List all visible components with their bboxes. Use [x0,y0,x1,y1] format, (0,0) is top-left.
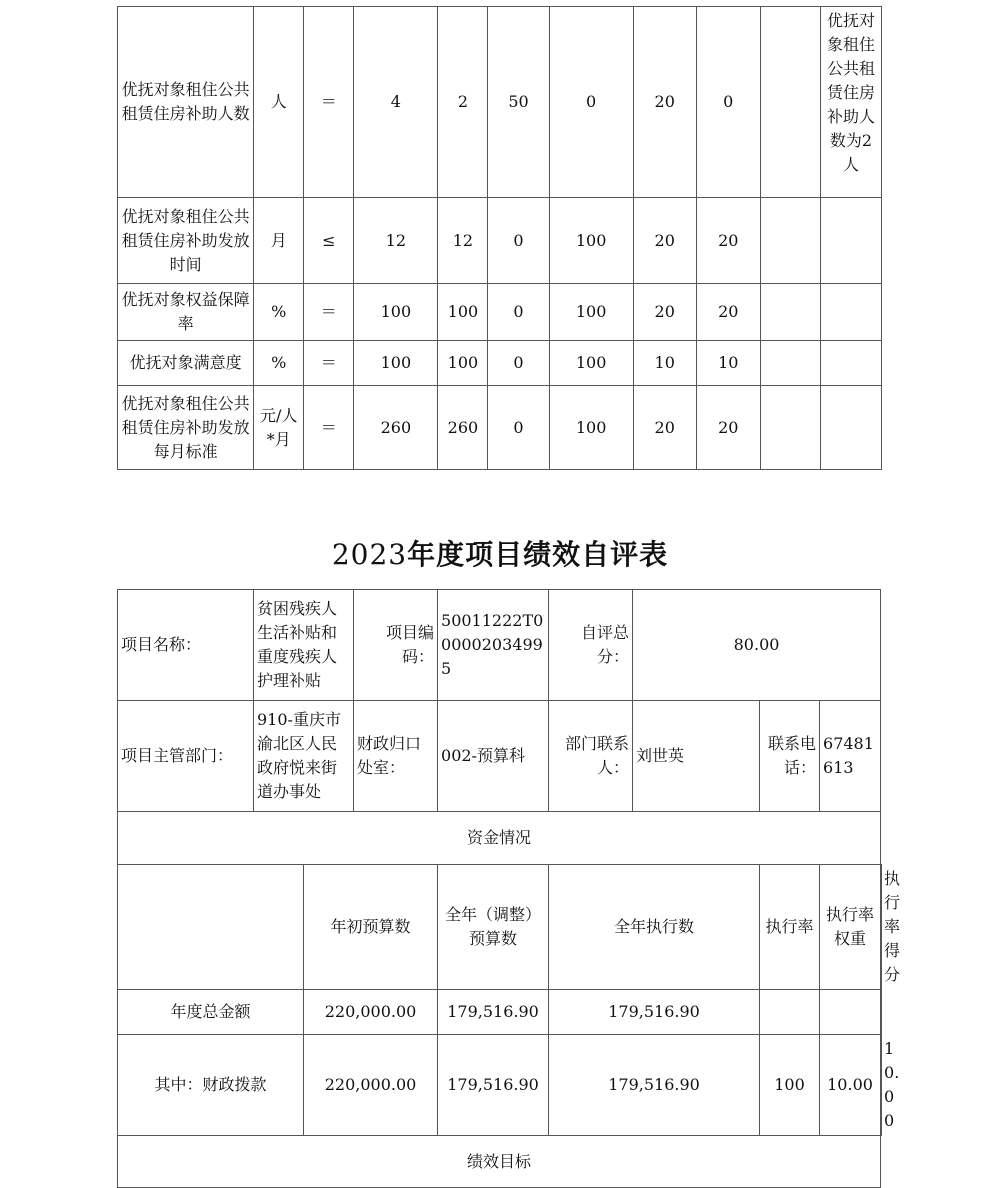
indicator-note: 优抚对象租住公共租赁住房补助人数为2人 [820,7,881,198]
project-name-value: 贫困残疾人生活补贴和重度残疾人护理补贴 [254,590,354,701]
header-initial-budget: 年初预算数 [304,865,438,990]
indicator-target: 260 [354,386,438,470]
indicator-target: 12 [354,198,438,284]
indicator-rate: 100 [549,341,633,386]
funds-adjusted: 179,516.90 [438,1035,549,1136]
contact-value: 刘世英 [633,701,760,812]
phone-label: 联系电话： [760,701,820,812]
table-row [118,7,882,198]
indicator-score: 20 [696,198,760,284]
project-name-label: 项目名称： [118,590,254,701]
phone-value: 67481613 [820,701,881,812]
indicator-name: 优抚对象租住公共租赁住房补助发放时间 [118,198,254,284]
indicator-deviation: 50 [488,7,549,198]
indicator-extra [760,284,820,341]
title-text: 年度项目绩效自评表 [407,538,669,571]
funds-header-blank [118,865,304,990]
funds-rate-weight: 10.00 [820,1035,881,1136]
indicator-target: 100 [354,341,438,386]
indicator-actual: 100 [438,341,488,386]
table-row [118,1136,882,1188]
funds-executed: 179,516.90 [549,1035,760,1136]
table-row [118,812,882,865]
header-executed: 全年执行数 [549,865,760,990]
indicator-unit: 人 [254,7,304,198]
funds-rate-score [881,990,882,1035]
funds-rate [760,990,820,1035]
indicator-actual: 2 [438,7,488,198]
indicator-unit: 元/人*月 [254,386,304,470]
indicator-name: 优抚对象满意度 [118,341,254,386]
funds-section-label: 资金情况 [118,812,881,865]
self-score-value: 80.00 [633,590,881,701]
perf-goal-label: 绩效目标 [118,1136,881,1188]
funds-initial: 220,000.00 [304,990,438,1035]
funds-row-label: 其中：财政拨款 [118,1035,304,1136]
indicator-unit: % [254,284,304,341]
header-adjusted-budget: 全年（调整）预算数 [438,865,549,990]
indicator-rate: 0 [549,7,633,198]
header-rate-score: 执行率得分 [884,869,901,984]
project-code-value: 50011222T000002034995 [438,590,549,701]
indicator-operator: ≤ [304,198,354,284]
indicator-operator: ＝ [304,386,354,470]
indicator-actual: 260 [438,386,488,470]
indicator-weight: 20 [633,7,696,198]
indicator-target: 4 [354,7,438,198]
indicator-weight: 20 [633,198,696,284]
table-row [118,198,882,284]
self-evaluation-table [117,589,901,1188]
indicator-extra [760,198,820,284]
indicator-extra [760,386,820,470]
indicator-operator: ＝ [304,341,354,386]
table-row [118,590,882,701]
indicator-weight: 20 [633,386,696,470]
table-row [118,701,882,812]
indicator-extra [760,7,820,198]
indicator-score: 20 [696,284,760,341]
indicator-name: 优抚对象权益保障率 [118,284,254,341]
indicator-name: 优抚对象租住公共租赁住房补助发放每月标准 [118,386,254,470]
table-row [118,1035,882,1136]
indicator-deviation: 0 [488,198,549,284]
indicator-name: 优抚对象租住公共租赁住房补助人数 [118,7,254,198]
indicator-note [820,284,881,341]
indicator-rate: 100 [549,198,633,284]
indicator-operator: ＝ [304,284,354,341]
title-year: 2023 [331,538,408,571]
indicator-actual: 100 [438,284,488,341]
indicator-table [117,6,882,470]
indicator-operator: ＝ [304,7,354,198]
indicator-note [820,341,881,386]
dept-label: 项目主管部门： [118,701,254,812]
indicator-score: 20 [696,386,760,470]
table-row [118,341,882,386]
header-rate-weight: 执行率权重 [820,865,881,990]
funds-row-label: 年度总金额 [118,990,304,1035]
indicator-note [820,198,881,284]
table-row [118,386,882,470]
finance-office-label: 财政归口处室： [354,701,438,812]
header-exec-rate: 执行率 [760,865,820,990]
indicator-rate: 100 [549,386,633,470]
table-row [118,284,882,341]
indicator-weight: 10 [633,341,696,386]
table-row [118,990,882,1035]
indicator-note [820,386,881,470]
indicator-deviation: 0 [488,284,549,341]
page-title [0,533,1000,573]
indicator-unit: 月 [254,198,304,284]
funds-rate-weight [820,990,881,1035]
project-code-label: 项目编码： [354,590,438,701]
indicator-target: 100 [354,284,438,341]
funds-executed: 179,516.90 [549,990,760,1035]
funds-adjusted: 179,516.90 [438,990,549,1035]
table-row [118,865,882,990]
indicator-deviation: 0 [488,341,549,386]
funds-initial: 220,000.00 [304,1035,438,1136]
indicator-extra [760,341,820,386]
indicator-actual: 12 [438,198,488,284]
finance-office-value: 002-预算科 [438,701,549,812]
indicator-score: 0 [696,7,760,198]
contact-label: 部门联系人： [549,701,633,812]
self-score-label: 自评总分： [549,590,633,701]
indicator-unit: % [254,341,304,386]
indicator-deviation: 0 [488,386,549,470]
funds-rate-score: 10.00 [884,1039,900,1130]
indicator-score: 10 [696,341,760,386]
indicator-weight: 20 [633,284,696,341]
dept-value: 910-重庆市渝北区人民政府悦来街道办事处 [254,701,354,812]
funds-rate: 100 [760,1035,820,1136]
indicator-rate: 100 [549,284,633,341]
